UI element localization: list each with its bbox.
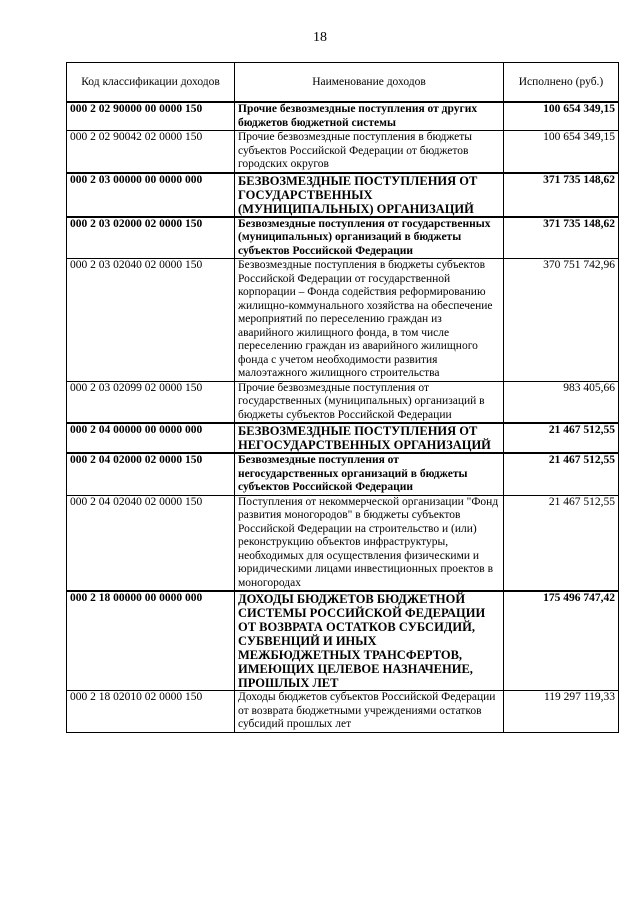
income-table (66, 62, 619, 733)
table-row (67, 591, 619, 691)
table-body (67, 102, 619, 732)
table-row (67, 453, 619, 495)
row-name: ДОХОДЫ БЮДЖЕТОВ БЮДЖЕТНОЙ СИСТЕМЫ РОССИЙСКОЙ ФЕДЕРАЦИИ ОТ ВОЗВРАТА ОСТАТКОВ СУБСИДИЙ, СУБВЕНЦИЙ И ИНЫХ МЕЖБЮДЖЕТНЫХ ТРАНСФЕРТОВ, ИМЕЮЩИХ ЦЕЛЕВОЕ НАЗНАЧЕНИЕ, ПРОШЛЫХ ЛЕТ (235, 591, 504, 691)
row-code: 000 2 03 02040 02 0000 150 (67, 259, 235, 382)
table-row (67, 381, 619, 423)
row-amount: 100 654 349,15 (504, 102, 619, 131)
row-name: Доходы бюджетов субъектов Российской Федерации от возврата бюджетными учреждениями остатков субсидий прошлых лет (235, 691, 504, 733)
table-row (67, 495, 619, 591)
row-code: 000 2 18 00000 00 0000 000 (67, 591, 235, 691)
row-amount: 370 751 742,96 (504, 259, 619, 382)
row-name: Безвозмездные поступления от негосударственных организаций в бюджеты субъектов Российской Федерации (235, 453, 504, 495)
row-amount: 21 467 512,55 (504, 423, 619, 453)
table-row (67, 691, 619, 733)
row-name: Безвозмездные поступления от государственных (муниципальных) организаций в бюджеты субъектов Российской Федерации (235, 217, 504, 259)
row-code: 000 2 04 02000 02 0000 150 (67, 453, 235, 495)
header-name: Наименование доходов (235, 63, 504, 103)
row-code: 000 2 04 00000 00 0000 000 (67, 423, 235, 453)
row-code: 000 2 03 02000 02 0000 150 (67, 217, 235, 259)
row-name: Прочие безвозмездные поступления в бюджеты субъектов Российской Федерации от бюджетов городских округов (235, 131, 504, 173)
row-code: 000 2 02 90000 00 0000 150 (67, 102, 235, 131)
table-row (67, 217, 619, 259)
row-name: БЕЗВОЗМЕЗДНЫЕ ПОСТУПЛЕНИЯ ОТ ГОСУДАРСТВЕННЫХ (МУНИЦИПАЛЬНЫХ) ОРГАНИЗАЦИЙ (235, 173, 504, 217)
row-amount: 371 735 148,62 (504, 217, 619, 259)
row-code: 000 2 03 00000 00 0000 000 (67, 173, 235, 217)
row-name: БЕЗВОЗМЕЗДНЫЕ ПОСТУПЛЕНИЯ ОТ НЕГОСУДАРСТВЕННЫХ ОРГАНИЗАЦИЙ (235, 423, 504, 453)
table-header-row (67, 63, 619, 103)
row-amount: 983 405,66 (504, 381, 619, 423)
row-name: Прочие безвозмездные поступления от государственных (муниципальных) организаций в бюджеты субъектов Российской Федерации (235, 381, 504, 423)
row-code: 000 2 02 90042 02 0000 150 (67, 131, 235, 173)
row-name: Безвозмездные поступления в бюджеты субъектов Российской Федерации от государственной корпорации – Фонда содействия реформированию жилищно-коммунального хозяйства на обеспечение мероприятий по переселению граждан из аварийного жилищного фонда, в том числе переселению граждан из аварийного жилищного фонда с учетом необходимости развития малоэтажного жилищного строительства (235, 259, 504, 382)
table-row (67, 259, 619, 382)
row-amount: 21 467 512,55 (504, 495, 619, 591)
row-amount: 100 654 349,15 (504, 131, 619, 173)
row-name: Прочие безвозмездные поступления от других бюджетов бюджетной системы (235, 102, 504, 131)
page-number: 18 (313, 30, 327, 45)
row-code: 000 2 03 02099 02 0000 150 (67, 381, 235, 423)
table-row (67, 131, 619, 173)
row-code: 000 2 04 02040 02 0000 150 (67, 495, 235, 591)
row-name: Поступления от некоммерческой организации "Фонд развития моногородов" в бюджеты субъектов Российской Федерации на строительство и (или) реконструкцию объектов инфраструктуры, необходимых для осуществления физическими и юридическими лицами инвестиционных проектов в моногородах (235, 495, 504, 591)
header-amount: Исполнено (руб.) (504, 63, 619, 103)
row-amount: 119 297 119,33 (504, 691, 619, 733)
row-code: 000 2 18 02010 02 0000 150 (67, 691, 235, 733)
row-amount: 371 735 148,62 (504, 173, 619, 217)
row-amount: 175 496 747,42 (504, 591, 619, 691)
table-row (67, 102, 619, 131)
row-amount: 21 467 512,55 (504, 453, 619, 495)
table-row (67, 173, 619, 217)
table-row (67, 423, 619, 453)
header-code: Код классификации доходов (67, 63, 235, 103)
